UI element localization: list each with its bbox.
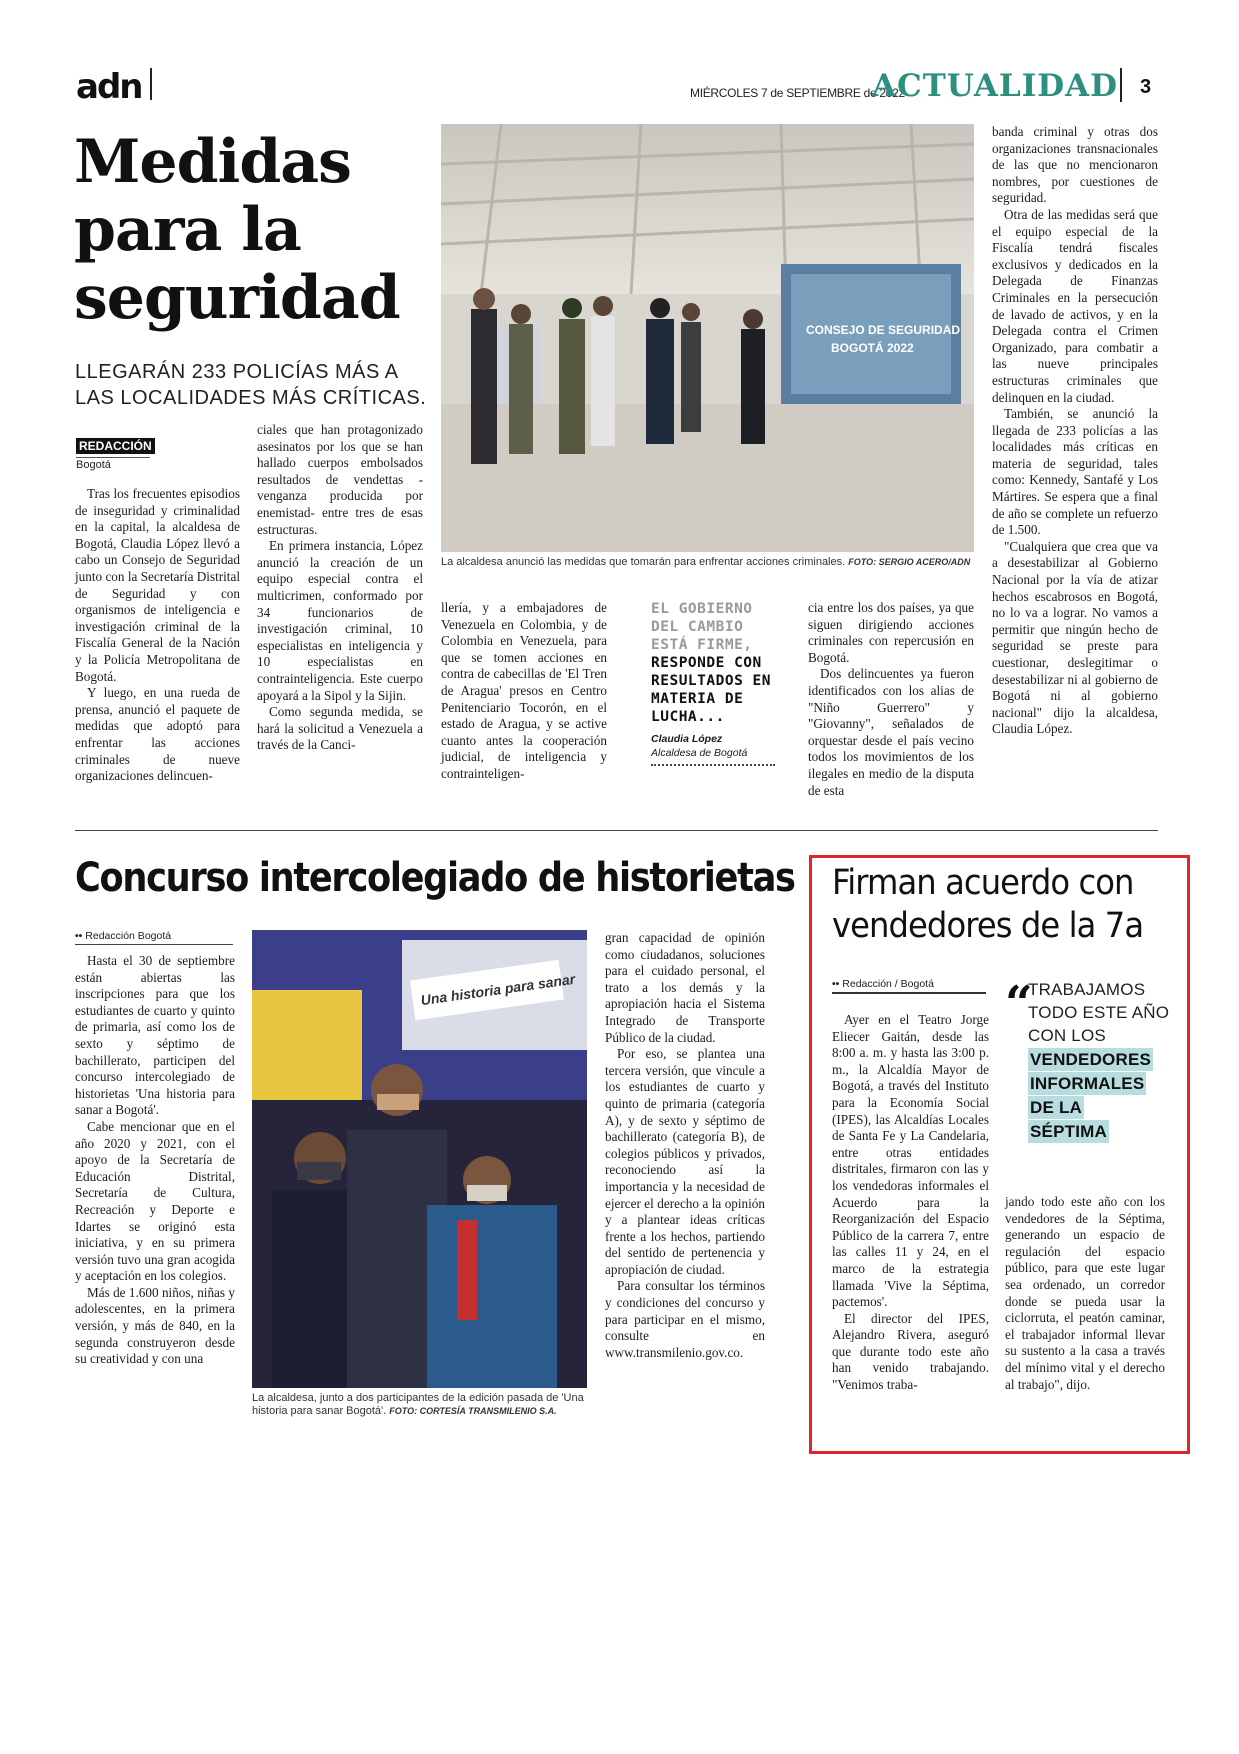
paragraph: En primera instancia, López anunció la creación de un equipo especial contra el multicrimen, conformado por 34 funcionarios de investigación criminal, 10 especialistas en inteligencia y 10 especialistas en contrainteligencia. Este cuerpo apoyará a la Sipol y la Sijin.	[257, 538, 423, 703]
article-column	[832, 1012, 989, 1394]
section-divider	[1120, 68, 1122, 102]
article-column	[257, 422, 423, 754]
paragraph: gran capacidad de opinión como ciudadanos, soluciones para el cuidado personal, el trato a los demás y la apropiación hacia el Sistema Integrado de Transporte Público de la ciudad.	[605, 930, 765, 1045]
article-headline: Medidas para la seguridad	[74, 127, 400, 333]
byline	[76, 437, 155, 471]
logo-divider	[150, 68, 152, 100]
article-headline	[832, 862, 1145, 948]
paragraph: Para consultar los términos y condiciones del concurso y para participar en el mismo, consulte en www.transmilenio.gov.co.	[605, 1278, 765, 1360]
paragraph: banda criminal y otras dos organizaciones transnacionales de las que no mencionaron nombres, por cuestiones de seguridad.	[992, 124, 1158, 206]
page-number: 3	[1140, 76, 1152, 98]
photo-caption	[441, 556, 974, 569]
article-subtitle: LLEGARÁN 233 POLICÍAS MÁS A LAS LOCALIDADES MÁS CRÍTICAS.	[75, 361, 427, 409]
paragraph: Otra de las medidas será que el equipo especial de la Fiscalía tendrá fiscales exclusivos y dedicados en la Delegada de Finanzas Criminales en la persecución de lavado de activos, y en la Delegada contra el Crimen Organizado, para combatir a las nueve principales estructuras criminales que delinquen en la ciudad.	[992, 206, 1158, 405]
byline-author: REDACCIÓN	[76, 438, 155, 454]
paragraph: Hasta el 30 de septiembre están abiertas las inscripciones para que los estudiantes de cuarto y quinto de primaria, así como los de sexto y séptimo de bachillerato, participen del concurso intercolegiado de historietas 'Una historia para sanar a Bogotá'.	[75, 953, 235, 1118]
pull-quote-author: Claudia López	[651, 733, 723, 745]
byline-city: Bogotá	[76, 457, 150, 471]
pull-quote-highlight: DE LA	[1030, 1098, 1082, 1117]
byline-author: Redacción / Bogotá	[842, 978, 934, 990]
pull-quote-highlight: VENDEDORES	[1030, 1050, 1152, 1069]
paragraph: Dos delincuentes ya fueron identificados con los alias de "Niño Guerrero" y "Giovanny", señalados de orquestar desde el país vecino todos los movimientos de los ilegales en medio de la disputa de esta	[808, 666, 974, 798]
paragraph: También, se anunció la llegada de 233 policías a las localidades más críticas en materia de seguridad, tales como: Kennedy, Santafé y Los Mártires. Se espera que a final de año se complete un refuerzo de 1.500.	[992, 406, 1158, 538]
paragraph: Por eso, se plantea una tercera versión, que vincule a los estudiantes de cuarto y quinto de primaria (categoría A), y de sexto y séptimo de bachillerato (categoría B), de colegios públicos y privados, reconociendo así la importancia y la necesidad de ejercer el derecho a la opinión y a plantear ideas críticas frente a los hechos, partiendo del sentido de pertenencia y apropiación de ciudad.	[605, 1046, 765, 1277]
article-headline: Concurso intercolegiado de historietas	[75, 855, 795, 901]
byline-bullet-icon: ••	[832, 978, 840, 990]
pull-quote	[651, 600, 775, 766]
caption-text: La alcaldesa, junto a dos participantes de la edición pasada de 'Una historia para sanar Bogotá'.	[252, 1392, 584, 1417]
dotted-rule	[651, 764, 775, 766]
article-column	[992, 124, 1158, 738]
paragraph: Y luego, en una rueda de prensa, anunció el paquete de medidas que adoptó para enfrentar las acciones criminales de nueve organizaciones delincuen-	[75, 685, 240, 784]
photo-credit: FOTO: CORTESÍA TRANSMILENIO S.A.	[389, 1406, 557, 1416]
article-column	[75, 953, 235, 1368]
article-photo	[252, 930, 587, 1388]
pull-quote-text	[651, 600, 775, 726]
headline-line: vendedores de la 7a	[832, 906, 1144, 946]
byline	[832, 978, 986, 994]
paragraph: jando todo este año con los vendedores de la Séptima, generando un espacio de regulación del espacio público, para que este lugar sea ordenado, un corredor donde se pueda usar la ciclorruta, el peatón caminar, el trabajador informal llevar su sustento a la casa a través del mínimo vital y el derecho al trabajo", dijo.	[1005, 1194, 1165, 1392]
newspaper-logo: adn	[76, 67, 142, 107]
comic-contest-photo	[252, 930, 587, 1388]
photo-caption	[252, 1392, 587, 1418]
pull-quote-highlight: INFORMALES	[1030, 1074, 1145, 1093]
press-conference-photo	[441, 124, 974, 552]
article-column	[605, 930, 765, 1361]
paragraph: Como segunda medida, se hará la solicitud a Venezuela a través de la Canci-	[257, 704, 423, 753]
article-column	[75, 486, 240, 785]
screen-title: CONSEJO DE SEGURIDAD	[806, 323, 961, 337]
photo-sign-text: Una historia para sanar	[419, 970, 577, 1009]
section-title: ACTUALIDAD	[872, 68, 1119, 104]
photo-credit: FOTO: SERGIO ACERO/ADN	[848, 557, 971, 567]
paragraph: ciales que han protagonizado asesinatos por los que se han hallado cuerpos embolsados resultados de vendettas -venganza producida por enemistad- entre tres de esas estructuras.	[257, 422, 423, 537]
article-column	[808, 600, 974, 799]
screen-subtitle: BOGOTÁ 2022	[831, 341, 914, 355]
pull-quote-highlight: SÉPTIMA	[1030, 1122, 1107, 1141]
paragraph: cia entre los dos países, ya que siguen dirigiendo acciones criminales con repercusión en Bogotá.	[808, 600, 974, 665]
caption-text: La alcaldesa anunció las medidas que tomarán para enfrentar acciones criminales.	[441, 556, 846, 568]
article-photo	[441, 124, 974, 552]
paragraph: Más de 1.600 niños, niñas y adolescentes, en la primera versión, y más de 840, en la segunda construyeron desde su creatividad y con una	[75, 1284, 235, 1367]
section-divider-line	[75, 830, 1158, 831]
pull-quote-role: Alcaldesa de Bogotá	[651, 747, 748, 759]
paragraph: llería, y a embajadores de Venezuela en Colombia, y de Colombia en Venezuela, para que se tomen acciones en contra de cabecillas de 'El Tren de Aragua' presos en Centro Penitenciario Tocorón, en el estado de Aragua, y se active cuanto antes la cooperación judicial, de inteligencia y contrainteligen-	[441, 600, 607, 781]
byline-author: Redacción Bogotá	[85, 930, 172, 942]
pull-quote-grey: EL GOBIERNO DEL CAMBIO ESTÁ FIRME,	[651, 601, 753, 653]
paragraph: Tras los frecuentes episodios de inseguridad y criminalidad en la capital, la alcaldesa de Bogotá, Claudia López llevó a cabo un Consejo de Seguridad junto con la Secretaría Distrital de Seguridad y con organismos de inteligencia e investigación criminal de la Fiscalía General de la Nación y la Policía Metropolitana de Bogotá.	[75, 486, 240, 684]
byline	[75, 930, 233, 945]
paragraph: Cabe mencionar que en el año 2020 y 2021, con el apoyo de la Secretaría de Educación Distrital, Secretaría de Cultura, Recreación y Deporte e Idartes se originó esta iniciativa, y en su primera versión tuvo una gran acogida y aceptación en los colegios.	[75, 1118, 235, 1284]
article-column	[1005, 1194, 1165, 1393]
article-column	[441, 600, 607, 783]
pull-quote-light: TRABAJAMOS TODO ESTE AÑO CON LOS	[1028, 980, 1170, 1045]
paragraph: "Cualquiera que crea que va a desestabilizar al Gobierno Nacional por la vía de atizar hechos escabrosos en Bogotá, no lo va a lograr. No vamos a permitir que ningún hecho de seguridad se preste para cuestionar, deslegitimar o desestabilizar ni al gobierno de Bogotá ni al gobierno nacional" dijo la alcaldesa, Claudia López.	[992, 538, 1158, 737]
pull-quote	[1028, 978, 1178, 1143]
paragraph: Ayer en el Teatro Jorge Eliecer Gaitán, desde las 8:00 a. m. y hasta las 3:00 p. m., la Alcaldía Mayor de Bogotá, a través del Instituto para la Economía Social (IPES), las Alcaldías Locales de Santa Fe y La Candelaria, entre otras entidades distritales, firmaron con las y los vendedoras informales el Acuerdo para la Reorganización del Espacio Público de la carrera 7, entre las calles 11 y 24, en el marco de la estrategia llamada 'Vive la Séptima, pactemos'.	[832, 1012, 989, 1310]
issue-date: MIÉRCOLES 7 de SEPTIEMBRE de 2022	[690, 86, 905, 100]
pull-quote-dark: RESPONDE CON RESULTADOS EN MATERIA DE LUCHA...	[651, 655, 771, 725]
quote-mark-icon: “	[1005, 976, 1033, 1032]
byline-bullet-icon: ••	[75, 930, 83, 942]
paragraph: El director del IPES, Alejandro Rivera, aseguró que durante todo este año han venido trabajando. "Venimos traba-	[832, 1310, 989, 1393]
pull-quote-attribution	[651, 732, 775, 760]
headline-line: Firman acuerdo con	[832, 863, 1134, 903]
